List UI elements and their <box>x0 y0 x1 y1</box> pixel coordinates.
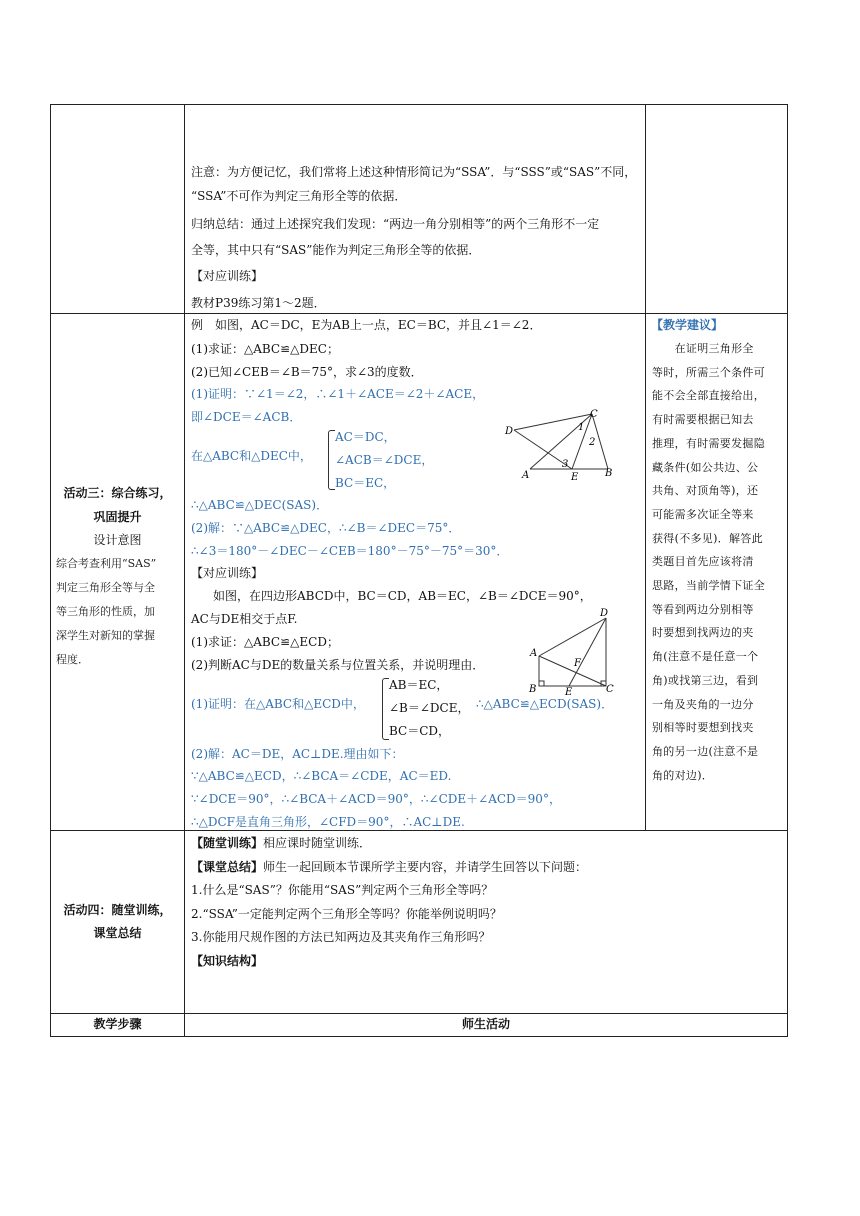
teaching-advice-line: 角的对边)． <box>652 768 714 782</box>
teaching-advice-line: 能不会全部直接给出， <box>652 389 765 403</box>
example-q1: (1)求证：△ABC≌△DEC； <box>191 342 339 356</box>
task-line2: AC与DE相交于点F. <box>191 612 298 626</box>
footer-steps: 教学步骤 <box>93 1017 142 1031</box>
proof-line2: 即∠DCE＝∠ACB． <box>191 410 302 424</box>
ssa-note-cont: “SSA”不可作为判定三角形全等的依据． <box>191 189 407 203</box>
task-proof-pre: (1)证明：在△ABC和△ECD中， <box>191 697 365 711</box>
teaching-advice-line: 藏条件(如公共边、公 <box>652 460 759 474</box>
teaching-advice-line: 一角及夹角的一边分 <box>652 697 754 711</box>
teaching-advice-line: 获得(不多见)．解答此 <box>652 531 763 545</box>
practice2-heading: 【对应训练】 <box>191 566 264 580</box>
quadrilateral-figure-2 <box>524 606 620 696</box>
class-summary <box>191 856 587 879</box>
figure1-label: 3 <box>562 459 569 470</box>
design-intent-line: 等三角形的性质，加 <box>56 605 155 618</box>
teaching-advice-line: 角(注意不是任意一个 <box>652 650 759 664</box>
teaching-advice-line: 共角、对顶角等)，还 <box>652 484 759 498</box>
triangle-figure-1 <box>500 408 618 484</box>
proof-cond-c: BC＝EC， <box>335 476 396 490</box>
activity3-title: 活动三：综合练习， <box>63 486 172 500</box>
teaching-advice-line: 有时需要根据已知去 <box>652 413 754 427</box>
footer-activities: 师生活动 <box>461 1017 510 1031</box>
classroom-practice-text: 相应课时随堂训练． <box>263 836 372 850</box>
figure2-label: C <box>606 684 614 695</box>
task-q1: (1)求证：△ABC≌△ECD； <box>191 635 339 649</box>
task-line1: 如图，在四边形ABCD中，BC＝CD，AB＝EC，∠B＝∠DCE＝90°， <box>213 589 592 603</box>
class-summary-tag: 【课堂总结】 <box>191 860 264 874</box>
activity3-title-cont: 巩固提升 <box>93 510 142 524</box>
task-proof-conclusion: ∴△ABC≌△ECD(SAS)． <box>476 697 614 711</box>
teaching-advice-heading: 【教学建议】 <box>651 318 724 332</box>
row1-right-cell <box>645 104 788 314</box>
knowledge-structure-heading: 【知识结构】 <box>191 954 264 968</box>
figure2-label: D <box>600 608 609 619</box>
teaching-advice-line: 思路，当前学情下证全 <box>652 579 765 593</box>
summary-question-1: 1.什么是“SAS”？你能用“SAS”判定两个三角形全等吗？ <box>191 883 494 897</box>
teaching-advice-line: 类题目首先应该将清 <box>652 555 754 569</box>
teaching-advice-line: 角)或找第三边，看到 <box>652 673 759 687</box>
teaching-advice-line: 等时，所需三个条件可 <box>652 365 765 379</box>
summary-line1: 归纳总结：通过上述探究我们发现：“两边一角分别相等”的两个三角形不一定 <box>191 217 600 231</box>
teaching-advice-line: 角的另一边(注意不是 <box>652 744 759 758</box>
teaching-advice-line: 别相等时要想到找夹 <box>652 721 754 735</box>
design-intent-line: 综合考查利用“SAS” <box>56 557 157 570</box>
teaching-advice-line: 时要想到找两边的夹 <box>652 626 754 640</box>
figure2-label: A <box>530 648 538 659</box>
example-statement: 例 如图，AC＝DC，E为AB上一点，EC＝BC，并且∠1＝∠2． <box>191 318 542 332</box>
proof-cond-a: AC＝DC， <box>335 430 396 444</box>
practice-heading: 【对应训练】 <box>191 269 264 283</box>
figure1-label: B <box>605 468 613 479</box>
figure1-label: A <box>522 470 530 481</box>
row1-left-cell <box>50 104 185 314</box>
figure1-label: D <box>505 426 514 437</box>
figure2-label: F <box>574 658 581 669</box>
example-q2: (2)已知∠CEB＝∠B＝75°，求∠3的度数． <box>191 365 423 379</box>
figure2-label: E <box>565 687 573 696</box>
activity4-title-cont: 课堂总结 <box>93 926 142 940</box>
brace <box>382 678 389 740</box>
summary-line2: 全等，其中只有“SAS”能作为判定三角形全等的依据． <box>191 243 481 257</box>
solution2-line2: ∴∠3＝180°－∠DEC－∠CEB＝180°－75°－75°＝30°． <box>191 544 509 558</box>
classroom-practice-tag: 【随堂训练】 <box>191 836 264 850</box>
figure1-label: C <box>590 409 598 420</box>
task-sol-line4: ∴△DCF是直角三角形，∠CFD＝90°，∴AC⊥DE. <box>191 815 465 829</box>
task-q2: (2)判断AC与DE的数量关系与位置关系，并说明理由． <box>191 658 485 672</box>
proof-conclusion: ∴△ABC≌△DEC(SAS)． <box>191 498 329 512</box>
activity4-title: 活动四：随堂训练， <box>63 903 172 917</box>
task-cond-c: BC＝CD， <box>389 724 451 738</box>
summary-question-3: 3.你能用尺规作图的方法已知两边及其夹角作三角形吗？ <box>191 930 491 944</box>
brace <box>328 430 335 490</box>
task-sol-line1: (2)解：AC＝DE，AC⊥DE.理由如下： <box>191 747 404 761</box>
task-sol-line2: ∵△ABC≌△ECD，∴∠BCA＝∠CDE，AC＝ED. <box>191 769 452 783</box>
proof-line3: 在△ABC和△DEC中， <box>191 449 312 463</box>
teaching-advice-line: 在证明三角形全 <box>652 342 754 355</box>
design-intent-line: 深学生对新知的掌握 <box>56 629 155 642</box>
ssa-note: 注意：为方便记忆，我们常将上述这种情形简记为“SSA”．与“SSS”或“SAS”不同， <box>191 165 637 179</box>
teaching-advice-line: 可能需多次证全等来 <box>652 507 754 521</box>
figure1-label: 1 <box>578 422 585 433</box>
figure1-label: 2 <box>589 437 596 448</box>
design-intent-line: 程度． <box>56 653 89 666</box>
figure2-label: B <box>529 684 537 695</box>
figure1-label: E <box>571 472 579 483</box>
design-intent-heading: 设计意图 <box>93 533 142 547</box>
design-intent-line: 判定三角形全等与全 <box>56 581 155 594</box>
task-cond-a: AB＝EC， <box>389 678 449 692</box>
practice-text: 教材P39练习第1～2题． <box>191 296 326 310</box>
proof-line1: (1)证明：∵∠1＝∠2，∴∠1＋∠ACE＝∠2＋∠ACE， <box>191 387 485 401</box>
classroom-practice <box>191 832 371 855</box>
proof-cond-b: ∠ACB＝∠DCE， <box>335 453 434 467</box>
task-sol-line3: ∵∠DCE＝90°，∴∠BCA＋∠ACD＝90°，∴∠CDE＋∠ACD＝90°， <box>191 792 561 806</box>
teaching-advice-text <box>652 337 784 787</box>
summary-question-2: 2.“SSA”一定能判定两个三角形全等吗？你能举例说明吗？ <box>191 907 502 921</box>
class-summary-text: 师生一起回顾本节课所学主要内容，并请学生回答以下问题： <box>263 860 588 874</box>
solution2-line1: (2)解：∵△ABC≌△DEC，∴∠B＝∠DEC＝75°． <box>191 521 461 535</box>
teaching-advice-line: 等看到两边分别相等 <box>652 602 754 616</box>
task-cond-b: ∠B＝∠DCE， <box>389 701 470 715</box>
teaching-advice-line: 推理，有时需要发掘隐 <box>652 436 765 450</box>
